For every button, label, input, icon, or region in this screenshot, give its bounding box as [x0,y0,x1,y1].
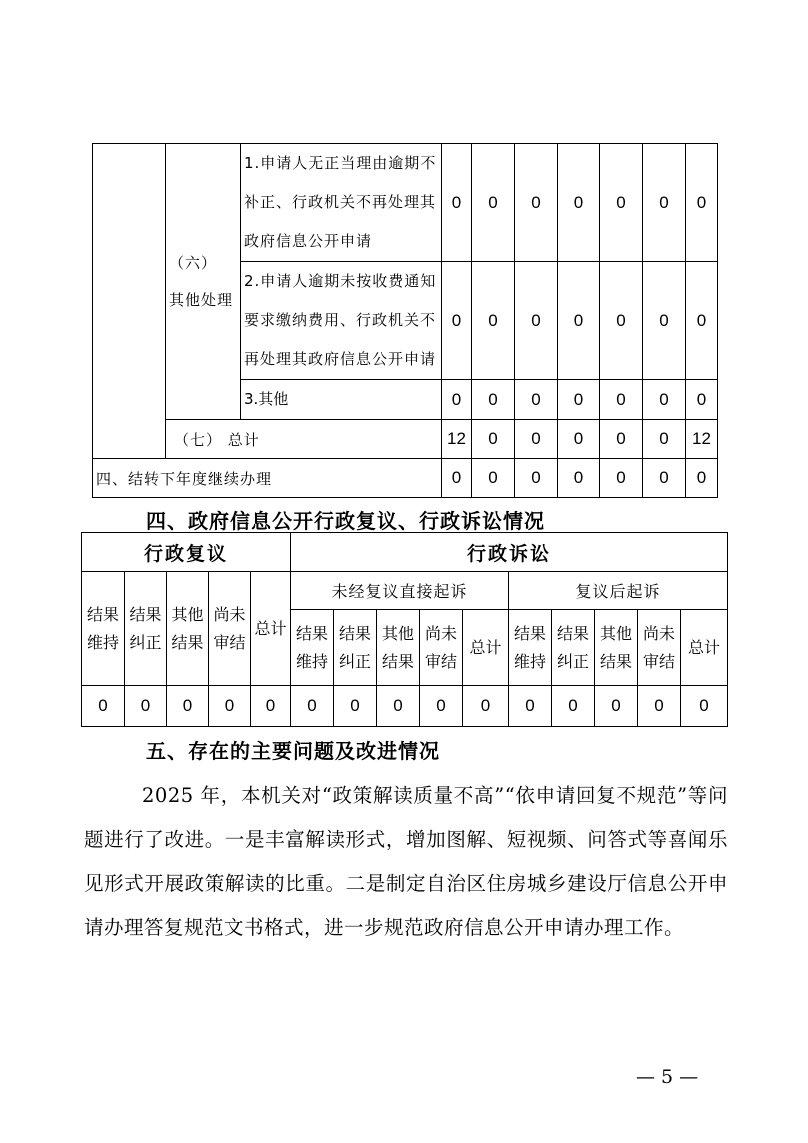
carryover-label: 四、结转下年度继续办理 [93,459,442,498]
cell-value: 0 [643,144,686,262]
cell-value: 0 [558,459,600,498]
cell-value: 0 [643,459,686,498]
admin-litigation-header: 行政诉讼 [291,533,728,572]
cell-value: 0 [125,686,167,727]
cell-value: 0 [472,144,515,262]
row-desc: 3.其他 [241,380,442,420]
cell-value: 0 [638,686,681,727]
cell-value: 0 [442,144,472,262]
cell-value: 0 [334,686,377,727]
review-litigation-table [81,532,728,727]
cell-value: 0 [643,420,686,459]
cell-value: 0 [600,144,643,262]
cell-value: 0 [515,420,558,459]
application-handling-table [92,143,718,498]
col-pending: 尚未 审结 [420,610,463,686]
direct-suit-header: 未经复议直接起诉 [291,572,509,610]
cell-value: 0 [552,686,595,727]
cell-value: 12 [442,420,472,459]
col-other-results: 其他 结果 [167,572,209,686]
col-total: 总计 [681,610,728,686]
cell-value: 0 [442,262,472,380]
col-result-corrected: 结果 纠正 [125,572,167,686]
cell-value: 0 [558,380,600,420]
cell-value: 0 [472,380,515,420]
page-number: — 5 — [636,1066,699,1088]
cell-value: 0 [515,459,558,498]
cell-value: 0 [558,262,600,380]
cell-value: 0 [515,144,558,262]
cell-value: 0 [420,686,463,727]
col-result-corrected: 结果 纠正 [334,610,377,686]
cell-value: 0 [509,686,552,727]
section5-heading: 五、存在的主要问题及改进情况 [146,739,440,763]
cell-value: 0 [686,144,718,262]
section5-paragraph [84,774,728,950]
cell-value: 0 [643,262,686,380]
col-total: 总计 [251,572,291,686]
cell-value: 0 [291,686,334,727]
cell-value: 0 [472,262,515,380]
col-result-upheld: 结果 维持 [509,610,552,686]
section4-heading: 四、政府信息公开行政复议、行政诉讼情况 [146,509,545,533]
cell-value: 0 [82,686,125,727]
cell-value: 0 [442,459,472,498]
cell-value: 0 [600,459,643,498]
cell-value: 0 [686,262,718,380]
col-pending: 尚未 审结 [209,572,251,686]
col-result-corrected: 结果 纠正 [552,610,595,686]
cell-value: 0 [515,380,558,420]
row-desc: 2.申请人逾期未按收费通知要求缴纳费用、行政机关不再处理其政府信息公开申请 [241,262,442,380]
cell-value: 0 [600,380,643,420]
section5-text: 2025 年，本机关对“政策解读质量不高”“依申请回复不规范”等问题进行了改进。一是丰富解读形式，增加图解、短视频、问答式等喜闻乐见形式开展政策解读的比重。二是制定自治区住房城乡建设厅信息公开申请办理答复规范文书格式，进一步规范政府信息公开申请办理工作。 [84,784,728,939]
total-label: （七） 总计 [166,420,442,459]
col-other-results: 其他 结果 [595,610,638,686]
cell-value: 0 [472,459,515,498]
cell-value: 0 [558,420,600,459]
cell-value: 0 [643,380,686,420]
cell-value: 0 [251,686,291,727]
col-total: 总计 [463,610,509,686]
cell-value: 0 [595,686,638,727]
cell-value: 0 [686,459,718,498]
row-desc: 1.申请人无正当理由逾期不补正、行政机关不再处理其政府信息公开申请 [241,144,442,262]
cell-value: 0 [442,380,472,420]
outer-category-cell [93,144,166,459]
cell-value: 0 [377,686,420,727]
cell-value: 0 [686,380,718,420]
admin-review-header: 行政复议 [82,533,291,572]
cell-value: 0 [209,686,251,727]
col-other-results: 其他 结果 [377,610,420,686]
cell-value: 0 [472,420,515,459]
cell-value: 0 [167,686,209,727]
col-result-upheld: 结果 维持 [82,572,125,686]
other-handling-label: （六） 其他处理 [166,144,241,420]
cell-value: 0 [463,686,509,727]
cell-value: 0 [600,420,643,459]
cell-value: 0 [681,686,728,727]
col-result-upheld: 结果 维持 [291,610,334,686]
col-pending: 尚未 审结 [638,610,681,686]
cell-value: 0 [515,262,558,380]
cell-value: 0 [600,262,643,380]
cell-value: 12 [686,420,718,459]
after-review-suit-header: 复议后起诉 [509,572,728,610]
cell-value: 0 [558,144,600,262]
